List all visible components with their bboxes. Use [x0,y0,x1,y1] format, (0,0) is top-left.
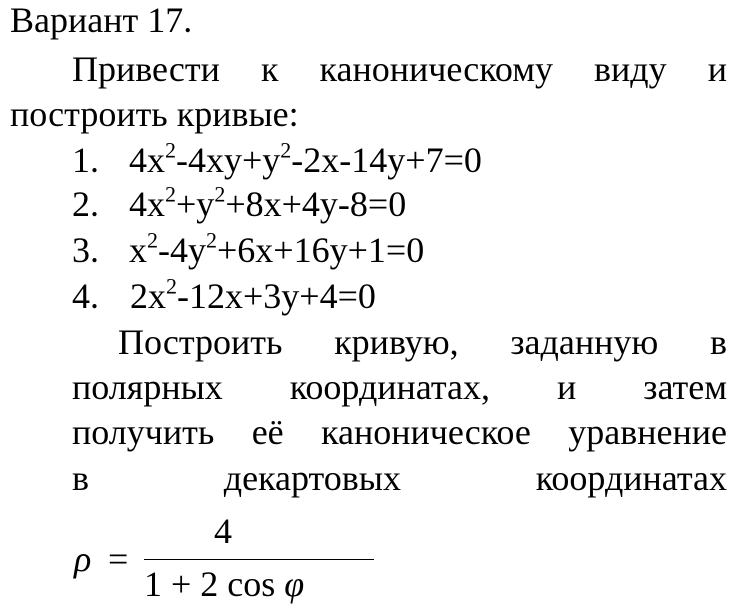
word: каноническое [321,412,531,452]
equation-text: $x^2-4y^2+6x+16y+1=0$ [129,227,425,270]
word: в [709,322,727,362]
word: Построить [118,322,283,362]
word: к [260,49,279,89]
word: получить [72,412,215,452]
word: заданную [510,322,659,362]
word: затем [643,367,727,407]
formula-numerator: 4 [214,511,232,551]
paragraph-line-4 [72,458,727,498]
word: координатах [535,458,727,498]
word: уравнение [568,412,727,452]
word: и [556,367,577,407]
variant-title: Вариант 17. [10,0,193,40]
equation-number: 2. [72,184,99,224]
word: и [707,49,727,89]
equation-number: 4. [72,276,99,316]
paragraph-line-1 [118,322,727,362]
paragraph-line-2 [72,367,727,407]
equation-number: 1. [72,140,99,180]
equation-4 [72,273,376,316]
task-intro-line-2: построить кривые: [10,94,299,134]
equation-text: $4x^2+y^2+8x+4y-8=0$ [129,181,407,224]
paragraph-line-3 [72,412,727,452]
word: в [72,458,89,498]
word: координатах, [289,367,490,407]
word: кривую, [334,322,459,362]
formula-lhs: ρ [74,539,92,579]
task-intro-line-1 [72,49,727,89]
word: декартовых [223,458,401,498]
word: виду [594,49,667,89]
fraction-bar [144,559,374,560]
word: каноническому [319,49,553,89]
equation-1 [72,137,482,180]
equation-text: $4x^2-4xy+y^2-2x-14y+7=0$ [129,137,482,180]
formula-denominator: 1 + 2 cos φ [144,564,305,604]
polar-formula [74,510,314,610]
equation-3 [72,227,425,270]
formula-equals: = [108,539,129,579]
equation-2 [72,181,407,224]
word: полярных [72,367,223,407]
word: Привести [72,49,220,89]
equation-text: $2x^2-12x+3y+4=0$ [130,273,376,316]
word: её [251,412,284,452]
equation-number: 3. [72,230,99,270]
